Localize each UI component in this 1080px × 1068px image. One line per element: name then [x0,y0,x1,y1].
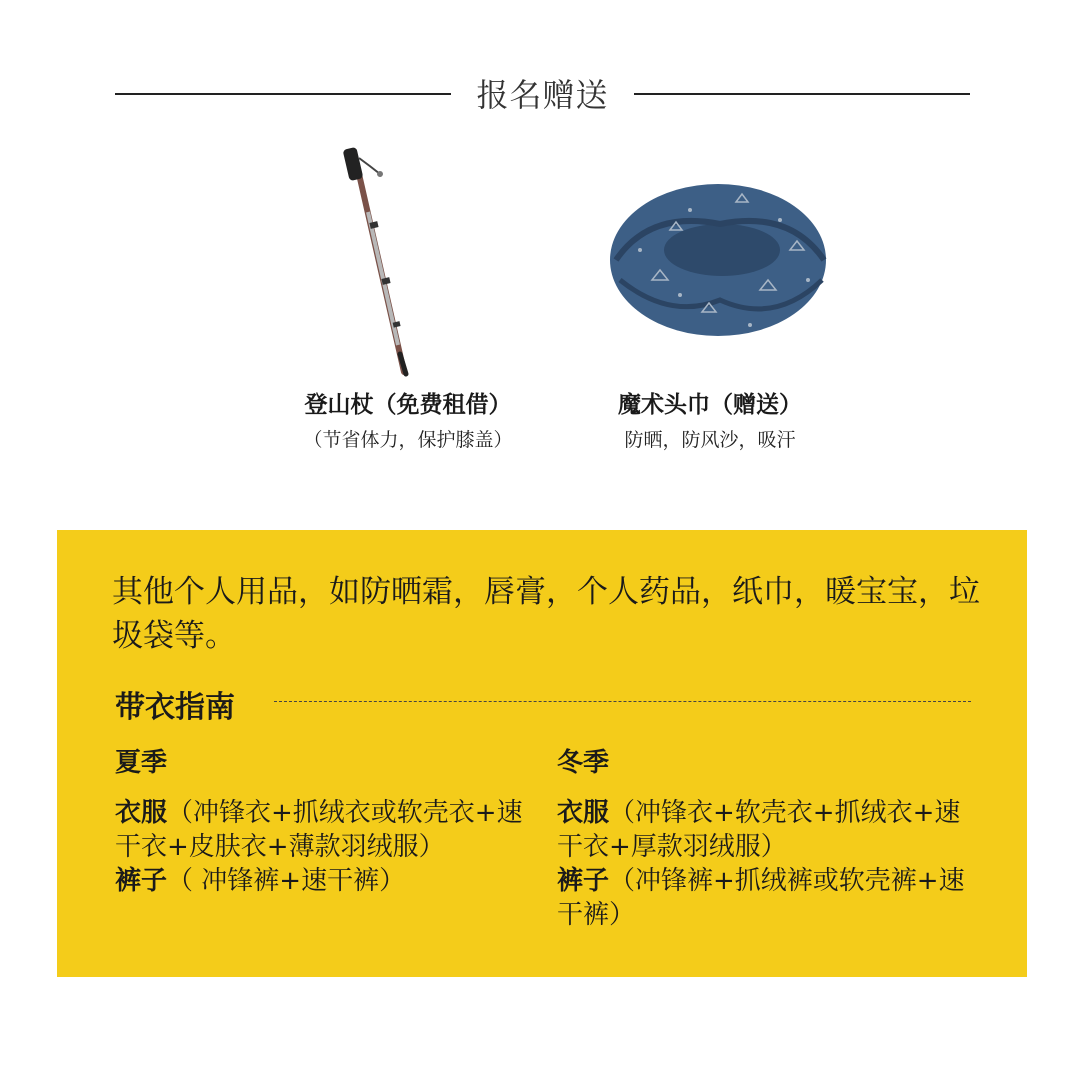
product-trekking-pole [258,140,558,452]
product-buff-scarf [560,140,860,452]
pants-label: 裤子 [115,866,168,896]
other-items-text: 其他个人用品，如防晒霜，唇膏，个人药品，纸巾，暖宝宝，垃圾袋等。 [112,574,980,654]
pants-text: （冲锋裤+抓绒裤或软壳裤+速干裤） [557,866,965,930]
clothes-text: （冲锋衣+抓绒衣或软壳衣+速干衣+皮肤衣+薄款羽绒服） [115,798,523,862]
winter-column [557,746,977,932]
summer-column [115,746,535,898]
pants-row [115,864,535,898]
pants-row [557,864,977,932]
section-title: 报名赠送 [476,76,609,114]
guide-title: 带衣指南 [115,690,235,725]
product-desc: 防晒，防风沙，吸汗 [624,429,796,451]
product-desc: （节省体力，保护膝盖） [303,429,513,451]
packing-panel [57,530,1027,977]
header-divider-left [115,93,451,95]
product-name: 登山杖（免费租借） [304,392,512,418]
season-title: 冬季 [557,748,610,778]
product-name: 魔术头巾（赠送） [618,392,802,418]
season-title: 夏季 [115,748,168,778]
section-header [115,62,970,126]
clothes-row [557,796,977,864]
clothes-label: 衣服 [115,798,168,828]
buff-scarf-icon [560,140,860,380]
pants-label: 裤子 [557,866,610,896]
clothes-text: （冲锋衣+软壳衣+抓绒衣+速干衣+厚款羽绒服） [557,798,961,862]
pants-text: （ 冲锋裤+速干裤） [167,866,406,896]
clothes-row [115,796,535,864]
clothes-label: 衣服 [557,798,610,828]
trekking-pole-icon [258,140,558,380]
guide-dashed-divider [274,701,971,702]
header-divider-right [634,93,970,95]
